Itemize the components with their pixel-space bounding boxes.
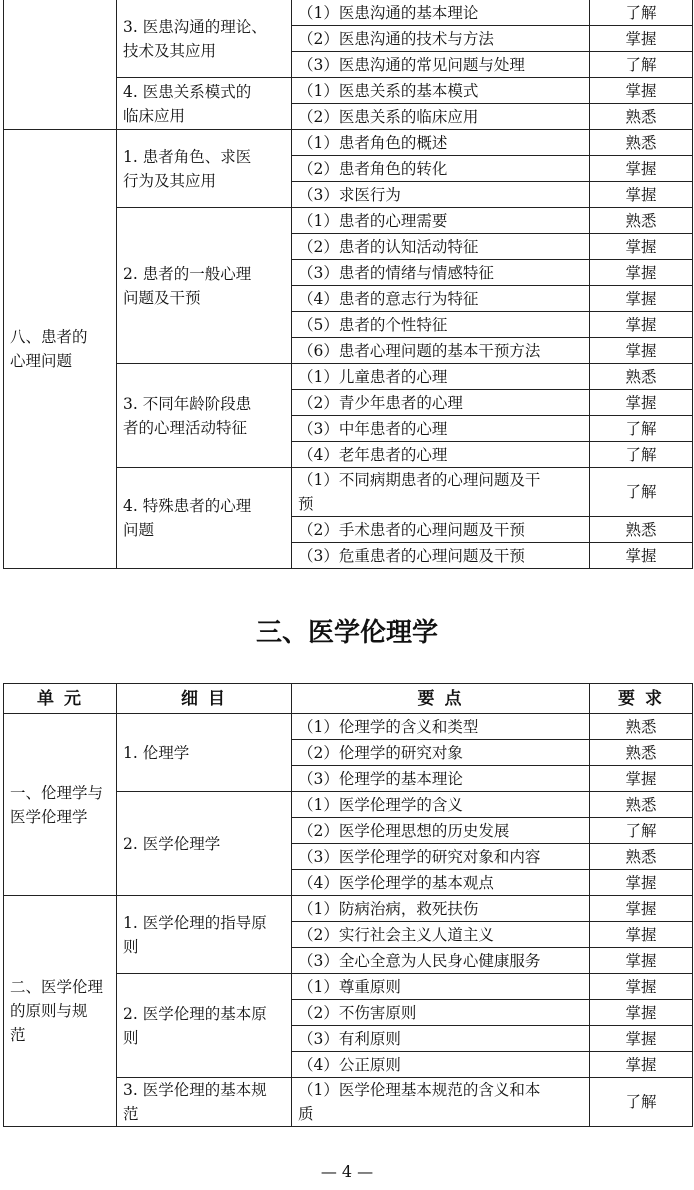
topic-cell: 1. 医学伦理的指导原 则 (117, 896, 292, 974)
table-body (4, 714, 693, 1127)
point-cell: （6）患者心理问题的基本干预方法 (292, 338, 590, 364)
table-row (4, 714, 693, 740)
requirement-cell: 了解 (590, 0, 693, 26)
requirement-cell: 掌握 (590, 286, 693, 312)
topic-cell: 4. 医患关系模式的 临床应用 (117, 78, 292, 130)
requirement-cell: 掌握 (590, 922, 693, 948)
requirement-cell: 掌握 (590, 948, 693, 974)
point-cell: （2）医学伦理思想的历史发展 (292, 818, 590, 844)
syllabus-table-continued (3, 0, 693, 569)
point-cell: （1）医学伦理学的含义 (292, 792, 590, 818)
point-cell: （3）危重患者的心理问题及干预 (292, 543, 590, 569)
header-point: 要 点 (292, 684, 590, 714)
point-cell: （3）医患沟通的常见问题与处理 (292, 52, 590, 78)
topic-cell: 2. 医学伦理的基本原 则 (117, 974, 292, 1078)
point-cell: （2）患者的认知活动特征 (292, 234, 590, 260)
point-cell: （3）中年患者的心理 (292, 416, 590, 442)
header-topic: 细 目 (117, 684, 292, 714)
requirement-cell: 掌握 (590, 312, 693, 338)
topic-cell: 4. 特殊患者的心理 问题 (117, 468, 292, 569)
point-cell: （2）医患沟通的技术与方法 (292, 26, 590, 52)
point-cell: （3）患者的情绪与情感特征 (292, 260, 590, 286)
requirement-cell: 掌握 (590, 390, 693, 416)
requirement-cell: 掌握 (590, 1026, 693, 1052)
header-requirement: 要 求 (590, 684, 693, 714)
requirement-cell: 掌握 (590, 78, 693, 104)
header-row (4, 684, 693, 714)
requirement-cell: 熟悉 (590, 792, 693, 818)
unit-cell: 一、伦理学与 医学伦理学 (4, 714, 117, 896)
header-unit: 单 元 (4, 684, 117, 714)
requirement-cell: 掌握 (590, 260, 693, 286)
topic-cell: 2. 医学伦理学 (117, 792, 292, 896)
table-row (4, 0, 693, 26)
requirement-cell: 掌握 (590, 26, 693, 52)
point-cell: （1）伦理学的含义和类型 (292, 714, 590, 740)
point-cell: （1）医患沟通的基本理论 (292, 0, 590, 26)
table-header (4, 684, 693, 714)
requirement-cell: 掌握 (590, 338, 693, 364)
requirement-cell: 了解 (590, 416, 693, 442)
point-cell: （2）伦理学的研究对象 (292, 740, 590, 766)
requirement-cell: 了解 (590, 52, 693, 78)
table-row (4, 130, 693, 156)
topic-cell: 3. 医学伦理的基本规 范 (117, 1078, 292, 1127)
point-cell: （1）尊重原则 (292, 974, 590, 1000)
point-cell: （2）青少年患者的心理 (292, 390, 590, 416)
unit-cell: 八、患者的 心理问题 (4, 130, 117, 569)
requirement-cell: 掌握 (590, 1052, 693, 1078)
point-cell: （4）公正原则 (292, 1052, 590, 1078)
point-cell: （3）求医行为 (292, 182, 590, 208)
point-cell: （1）患者角色的概述 (292, 130, 590, 156)
point-cell: （1）医学伦理基本规范的含义和本 质 (292, 1078, 590, 1127)
requirement-cell: 掌握 (590, 870, 693, 896)
point-cell: （1）医患关系的基本模式 (292, 78, 590, 104)
table-body (4, 0, 693, 569)
point-cell: （4）医学伦理学的基本观点 (292, 870, 590, 896)
topic-cell: 1. 患者角色、求医 行为及其应用 (117, 130, 292, 208)
topic-cell: 3. 医患沟通的理论、 技术及其应用 (117, 0, 292, 78)
unit-cell (4, 0, 117, 130)
requirement-cell: 掌握 (590, 234, 693, 260)
point-cell: （3）医学伦理学的研究对象和内容 (292, 844, 590, 870)
point-cell: （3）伦理学的基本理论 (292, 766, 590, 792)
requirement-cell: 熟悉 (590, 130, 693, 156)
page-number: — 4 — (320, 1162, 374, 1181)
point-cell: （2）手术患者的心理问题及干预 (292, 517, 590, 543)
requirement-cell: 掌握 (590, 896, 693, 922)
requirement-cell: 了解 (590, 442, 693, 468)
requirement-cell: 熟悉 (590, 364, 693, 390)
requirement-cell: 掌握 (590, 1000, 693, 1026)
requirement-cell: 掌握 (590, 766, 693, 792)
requirement-cell: 熟悉 (590, 714, 693, 740)
point-cell: （2）患者角色的转化 (292, 156, 590, 182)
topic-cell: 2. 患者的一般心理 问题及干预 (117, 208, 292, 364)
requirement-cell: 熟悉 (590, 104, 693, 130)
topic-cell: 3. 不同年龄阶段患 者的心理活动特征 (117, 364, 292, 468)
point-cell: （1）不同病期患者的心理问题及干 预 (292, 468, 590, 517)
requirement-cell: 熟悉 (590, 844, 693, 870)
section-title: 三、医学伦理学 (255, 618, 438, 648)
requirement-cell: 熟悉 (590, 517, 693, 543)
point-cell: （1）防病治病，救死扶伤 (292, 896, 590, 922)
requirement-cell: 熟悉 (590, 740, 693, 766)
table-row (4, 896, 693, 922)
point-cell: （4）老年患者的心理 (292, 442, 590, 468)
point-cell: （1）儿童患者的心理 (292, 364, 590, 390)
point-cell: （2）不伤害原则 (292, 1000, 590, 1026)
point-cell: （3）全心全意为人民身心健康服务 (292, 948, 590, 974)
point-cell: （1）患者的心理需要 (292, 208, 590, 234)
point-cell: （2）实行社会主义人道主义 (292, 922, 590, 948)
requirement-cell: 掌握 (590, 974, 693, 1000)
point-cell: （4）患者的意志行为特征 (292, 286, 590, 312)
point-cell: （5）患者的个性特征 (292, 312, 590, 338)
requirement-cell: 熟悉 (590, 208, 693, 234)
requirement-cell: 了解 (590, 818, 693, 844)
requirement-cell: 掌握 (590, 182, 693, 208)
requirement-cell: 掌握 (590, 156, 693, 182)
point-cell: （2）医患关系的临床应用 (292, 104, 590, 130)
point-cell: （3）有利原则 (292, 1026, 590, 1052)
topic-cell: 1. 伦理学 (117, 714, 292, 792)
requirement-cell: 了解 (590, 468, 693, 517)
unit-cell: 二、医学伦理 的原则与规 范 (4, 896, 117, 1127)
requirement-cell: 掌握 (590, 543, 693, 569)
requirement-cell: 了解 (590, 1078, 693, 1127)
medical-ethics-table (3, 683, 693, 1127)
